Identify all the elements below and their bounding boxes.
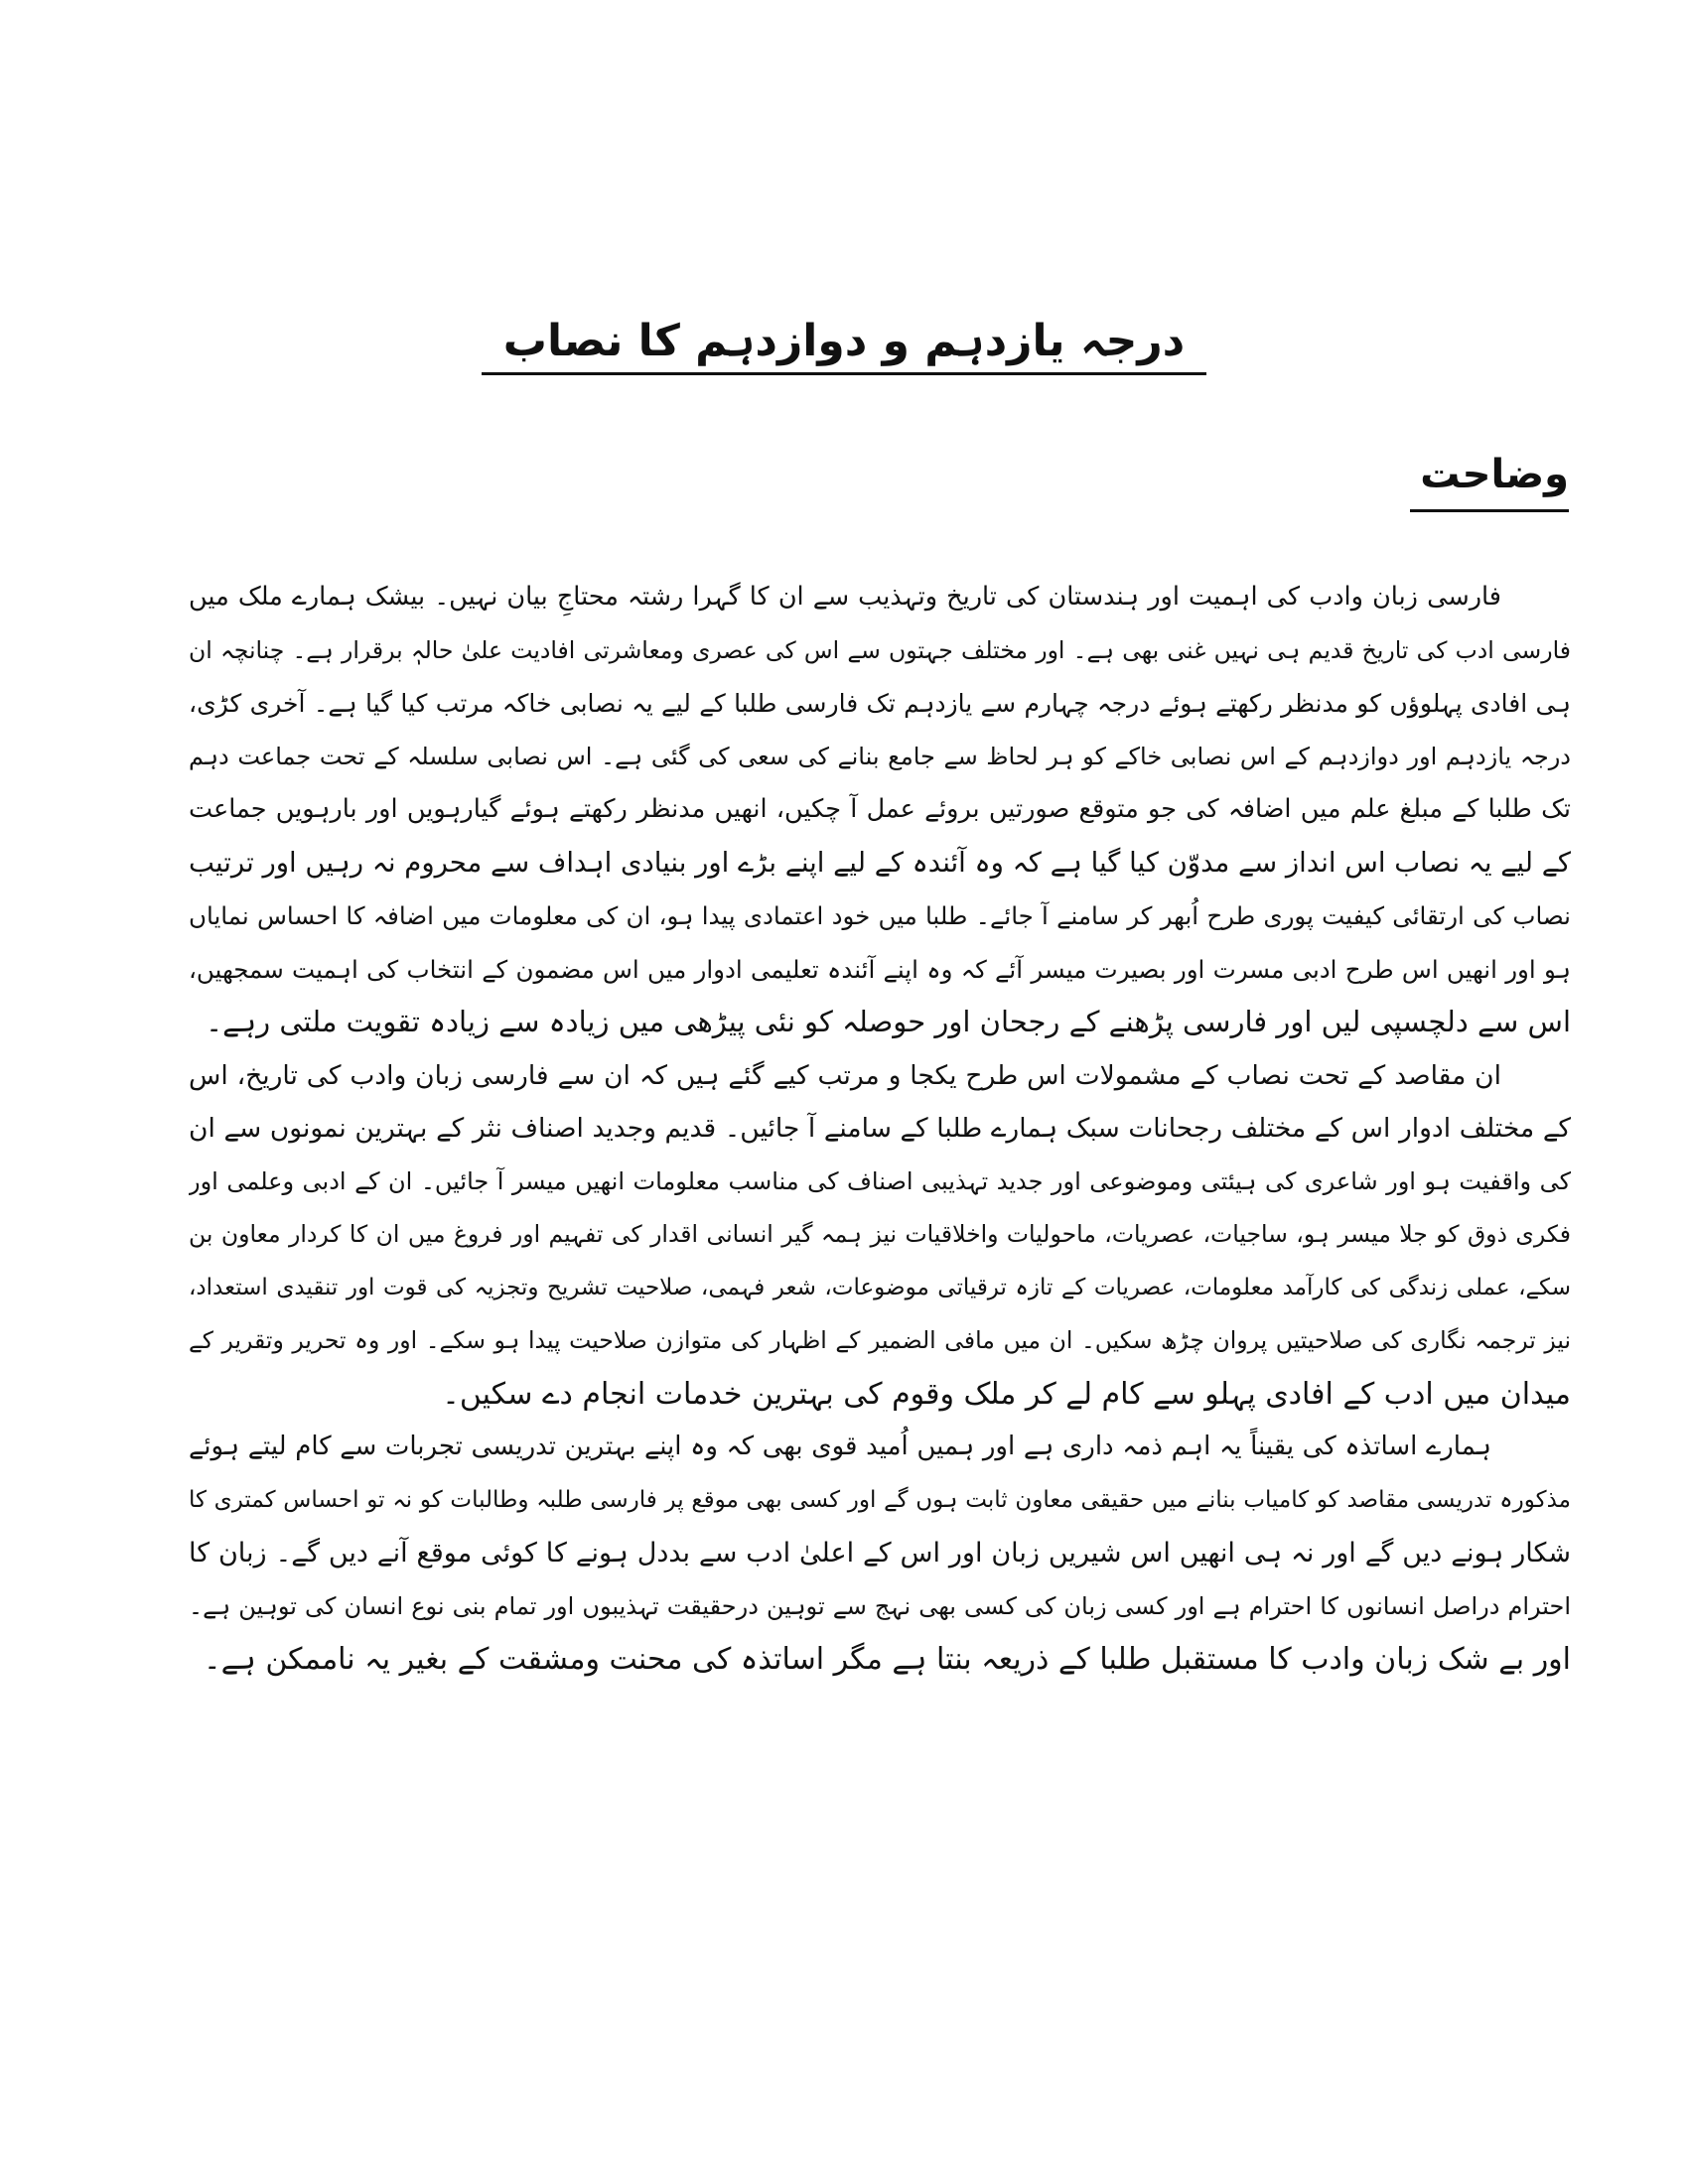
text-line: میدان میں ادب کے افادی پہلو سے کام لے کر ملک وقوم کی بہترین خدمات انجام دے سکیں۔ <box>442 1376 1571 1412</box>
text-line: شکار ہونے دیں گے اور نہ ہی انھیں اس شیریں زبان اور اس کے اعلیٰ ادب سے بددل ہونے کا کوئی موقع آنے دیں گے۔ زبان کا <box>189 1538 1571 1569</box>
text-line: اس سے دلچسپی لیں اور فارسی پڑھنے کے رجحان اور حوصلہ کو نئی پیڑھی میں زیادہ سے زیادہ تقویت ملتی رہے۔ <box>206 1005 1571 1038</box>
title-wrap <box>0 316 1688 375</box>
text-line: ہو اور انھیں اس طرح ادبی مسرت اور بصیرت میسر آئے کہ وہ اپنے آئندہ تعلیمی ادوار میں اس مضمون کے انتخاب کی اہمیت سمجھیں، <box>189 954 1571 984</box>
text-line: فارسی زبان وادب کی اہمیت اور ہندستان کی تاریخ وتہذیب سے ان کا گہرا رشتہ محتاجِ بیان نہیں۔ بیشک ہمارے ملک میں <box>189 582 1501 612</box>
text-line: نصاب کی ارتقائی کیفیت پوری طرح اُبھر کر سامنے آ جائے۔ طلبا میں خود اعتمادی پیدا ہو، ان کی معلومات میں اضافہ کا احساس نمایاں <box>189 901 1571 930</box>
section-heading: وضاحت <box>1410 452 1569 512</box>
text-line: کی واقفیت ہو اور شاعری کی ہیئتی وموضوعی اور جدید تہذیبی اصناف کی مناسب معلومات انھیں میسر آ جائیں۔ ان کے ادبی وعلمی اور <box>189 1166 1571 1195</box>
body-text <box>189 571 1571 1687</box>
text-line: تک طلبا کے مبلغ علم میں اضافہ کی جو متوقع صورتیں بروئے عمل آ چکیں، انھیں مدنظر رکھتے ہوئے گیارہویں اور بارہویں جماعت <box>189 794 1571 824</box>
text-line: مذکورہ تدریسی مقاصد کو کامیاب بنانے میں حقیقی معاون ثابت ہوں گے اور کسی بھی موقع پر فارسی طلبہ وطالبات کو نہ تو احساس کمتری کا <box>189 1486 1571 1513</box>
text-line: فارسی ادب کی تاریخ قدیم ہی نہیں غنی بھی ہے۔ اور مختلف جہتوں سے اس کی عصری ومعاشرتی افادیت علیٰ حالہٖ برقرار ہے۔ چنانچہ ان <box>189 635 1571 664</box>
text-line: درجہ یازدہم اور دوازدہم کے اس نصابی خاکے کو ہر لحاظ سے جامع بنانے کی سعی کی گئی ہے۔ اس نصابی سلسلہ کے تحت جماعت دہم <box>189 742 1571 770</box>
text-line: ہی افادی پہلوؤں کو مدنظر رکھتے ہوئے درجہ چہارم سے یازدہم تک فارسی طلبا کے لیے یہ نصابی خاکہ مرتب کیا گیا ہے۔ آخری کڑی، <box>189 689 1571 718</box>
text-line: فکری ذوق کو جلا میسر ہو، ساجیات، عصریات، ماحولیات واخلاقیات نیز ہمہ گیر انسانی اقدار کی تفہیم اور فروغ میں ان کا کردار معاون بن <box>189 1220 1571 1248</box>
text-line: سکے، عملی زندگی کی کارآمد معلومات، عصریات کے تازہ ترقیاتی موضوعات، شعر فہمی، صلاحیت تشریح وتجزیہ کی قوت اور تنقیدی استعداد، <box>189 1274 1571 1300</box>
text-line: نیز ترجمہ نگاری کی صلاحیتیں پروان چڑھ سکیں۔ ان میں مافی الضمیر کے اظہار کی متوازن صلاحیت پیدا ہو سکے۔ اور وہ تحریر وتقریر کے <box>189 1326 1571 1354</box>
text-line: احترام دراصل انسانوں کا احترام ہے اور کسی زبان کی کسی بھی نہج سے توہین درحقیقت تہذیبوں اور تمام بنی نوع انسان کی توہین ہے۔ <box>189 1591 1571 1620</box>
text-line: ہمارے اساتذہ کی یقیناً یہ اہم ذمہ داری ہے اور ہمیں اُمید قوی بھی کہ وہ اپنے بہترین تدریسی تجربات سے کام لیتے ہوئے <box>189 1432 1491 1461</box>
text-line: کے لیے یہ نصاب اس انداز سے مدوّن کیا گیا ہے کہ وہ آئندہ کے لیے اپنے بڑے اور بنیادی اہداف سے محروم نہ رہیں اور ترتیب <box>189 846 1571 879</box>
page-title: درجہ یازدہم و دوازدہم کا نصاب <box>482 316 1207 375</box>
text-line: اور بے شک زبان وادب کا مستقبل طلبا کے ذریعہ بنتا ہے مگر اساتذہ کی محنت ومشقت کے بغیر یہ ناممکن ہے۔ <box>204 1642 1571 1677</box>
text-line: ان مقاصد کے تحت نصاب کے مشمولات اس طرح یکجا و مرتب کیے گئے ہیں کہ ان سے فارسی زبان وادب کی تاریخ، اس <box>189 1059 1501 1091</box>
text-line: کے مختلف ادوار اس کے مختلف رجحانات سبک ہمارے طلبا کے سامنے آ جائیں۔ قدیم وجدید اصناف نثر کے بہترین نمونوں سے ان <box>189 1113 1571 1144</box>
